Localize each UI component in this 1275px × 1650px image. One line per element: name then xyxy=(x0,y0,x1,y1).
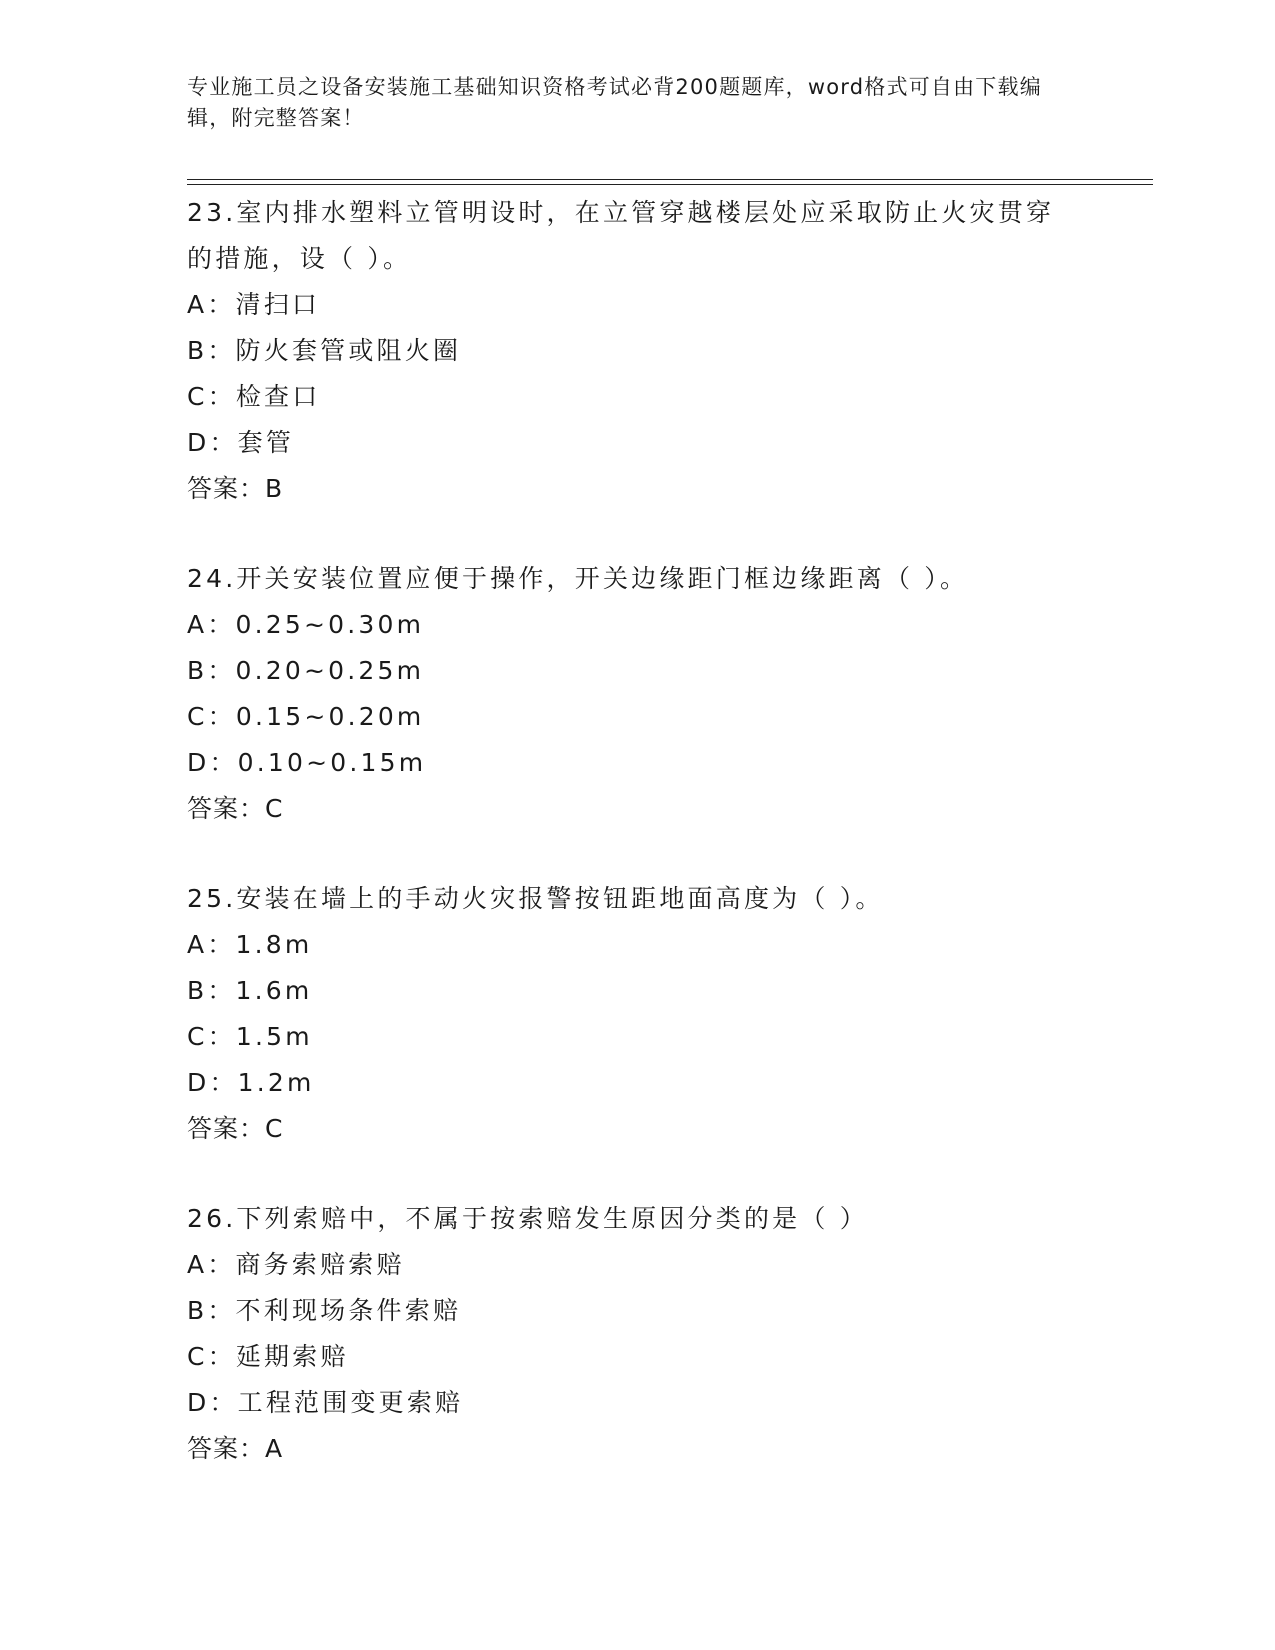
question-stem-line: 的措施，设（ ）。 xyxy=(187,244,412,273)
answer-line: 答案：B xyxy=(187,474,284,503)
question-25 xyxy=(187,876,1107,1152)
option-b: B：防火套管或阻火圈 xyxy=(187,336,462,365)
question-stem xyxy=(187,556,1107,602)
option-d: D：套管 xyxy=(187,428,295,457)
answer-line: 答案：A xyxy=(187,1434,284,1463)
option-d: D：1.2m xyxy=(187,1068,315,1097)
question-stem-line: 26.下列索赔中，不属于按索赔发生原因分类的是（ ） xyxy=(187,1204,868,1233)
option-c: C：延期索赔 xyxy=(187,1342,349,1371)
option-d: D：0.10~0.15m xyxy=(187,748,427,777)
question-26 xyxy=(187,1196,1107,1472)
option-c: C：检查口 xyxy=(187,382,321,411)
answer-line: 答案：C xyxy=(187,794,284,823)
option-a: A：商务索赔索赔 xyxy=(187,1250,405,1279)
header-divider-bottom xyxy=(187,184,1153,185)
question-stem xyxy=(187,1196,1107,1242)
question-stem-line: 23.室内排水塑料立管明设时，在立管穿越楼层处应采取防止火灾贯穿 xyxy=(187,198,1055,227)
option-c: C：0.15~0.20m xyxy=(187,702,425,731)
option-b: B：不利现场条件索赔 xyxy=(187,1296,462,1325)
option-a: A：清扫口 xyxy=(187,290,321,319)
document-header: 专业施工员之设备安装施工基础知识资格考试必背200题题库，word格式可自由下载编辑，附完整答案！ xyxy=(187,75,1042,130)
option-b: B：1.6m xyxy=(187,976,313,1005)
question-stem xyxy=(187,876,1107,922)
question-stem xyxy=(187,190,1107,282)
option-d: D：工程范围变更索赔 xyxy=(187,1388,464,1417)
question-24 xyxy=(187,556,1107,832)
question-23 xyxy=(187,190,1107,512)
option-c: C：1.5m xyxy=(187,1022,313,1051)
question-stem-line: 25.安装在墙上的手动火灾报警按钮距地面高度为（ ）。 xyxy=(187,884,884,913)
option-a: A：0.25~0.30m xyxy=(187,610,425,639)
question-list xyxy=(187,190,1107,1516)
header-divider-top xyxy=(187,179,1153,180)
question-stem-line: 24.开关安装位置应便于操作，开关边缘距门框边缘距离（ ）。 xyxy=(187,564,969,593)
answer-line: 答案：C xyxy=(187,1114,284,1143)
option-b: B：0.20~0.25m xyxy=(187,656,425,685)
option-a: A：1.8m xyxy=(187,930,313,959)
